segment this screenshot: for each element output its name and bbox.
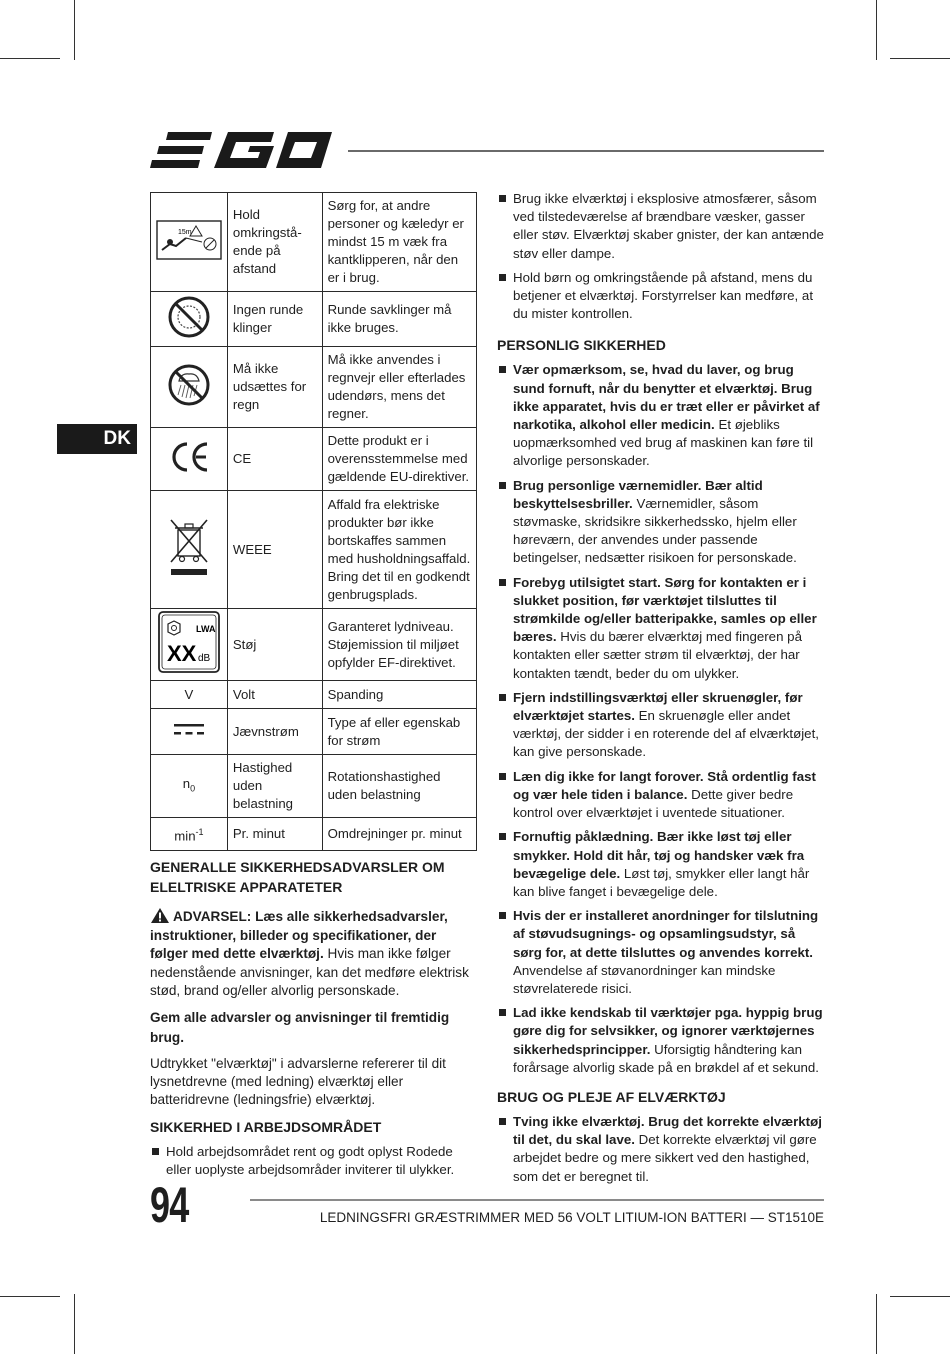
symbol-cell: [151, 428, 228, 491]
no-rain-icon: [167, 363, 211, 407]
symbol-name: Hold omkringstå-ende på afstand: [227, 193, 322, 292]
symbol-desc: Dette produkt er i overensstemmelse med gældende EU-direktiver.: [322, 428, 476, 491]
warning-label: ADVARSEL:: [173, 909, 252, 924]
list-item: Tving ikke elværktøj. Brug det korrekte elværktøj til det, du skal lave. Det korrekte elværktøj vil gøre arbejdet bedre og mere sikkert ved den hastighed, som det er beregnet til.: [497, 1113, 827, 1186]
ce-mark-icon: [167, 440, 211, 474]
symbol-name: Støj: [227, 609, 322, 681]
work-area-list: [150, 1143, 475, 1179]
right-column: [497, 190, 827, 1192]
section-heading-care: BRUG OG PLEJE AF ELVÆRKTØJ: [497, 1088, 726, 1105]
symbol-name: Volt: [227, 681, 322, 709]
symbol-desc: Sørg for, at andre personer og kæledyr er mindst 15 m væk fra kantklipperen, når den er i brug.: [322, 193, 476, 292]
weee-icon: [167, 516, 211, 578]
section-heading-personal: PERSONLIG SIKKERHED: [497, 337, 666, 354]
list-item: Hold arbejdsområdet rent og godt oplyst Rodede eller uoplyste arbejdsområder inviterer til ulykker.: [150, 1143, 475, 1179]
symbol-desc: Rotationshastighed uden belastning: [322, 755, 476, 818]
left-column: [150, 857, 475, 1185]
list-item: Vær opmærksom, se, hvad du laver, og brug sund fornuft, når du benytter et elværktøj. Brug ikke apparatet, hvis du er træt eller er påvirket af narkotika, alkohol eller medicin. Et øjebliks uopmærksomhed ved brug af maskinen kan føre til alvorlige personskader.: [497, 361, 827, 470]
direct-current-icon: [172, 721, 206, 737]
symbol-cell: V: [151, 681, 228, 709]
list-item: Brug ikke elværktøj i eksplosive atmosfærer, såsom ved tilstedeværelse af brændbare væsker, gasser eller støv. Elværktøj skaber gnister, der kan antænde støv eller dampe.: [497, 190, 827, 263]
care-list: [497, 1113, 827, 1186]
ego-logo: [150, 130, 332, 175]
symbol-text: n: [182, 775, 191, 791]
symbol-desc: Runde savklinger må ikke bruges.: [322, 292, 476, 347]
symbol-name: CE: [227, 428, 322, 491]
language-tab: DK: [57, 424, 137, 454]
table-row: [151, 428, 477, 491]
table-row: [151, 609, 477, 681]
symbol-cell: [151, 755, 228, 818]
term-definition: Udtrykket "elværktøj" i advarslerne refererer til dit lysnetdrevne (med ledning) elværktøj eller batteridrevne (ledningsfrie) elværktøj.: [150, 1055, 446, 1108]
table-row: [151, 491, 477, 609]
footer-title: LEDNINGSFRI GRÆSTRIMMER MED 56 VOLT LITIUM-ION BATTERI — ST1510E: [319, 1210, 824, 1225]
no-blades-icon: [167, 295, 211, 339]
symbol-desc: Må ikke anvendes i regnvejr eller efterlades udendørs, mens det regner.: [322, 347, 476, 428]
list-item: Forebyg utilsigtet start. Sørg for kontakten er i slukket position, før værktøjet tilsluttes til strømkilde og/eller batteripakke, samles op eller bæres. Hvis du bærer elværktøj med fingeren på kontakten eller sætter strøm til elværktøj, der har kontakten tændt, beder du om ulykker.: [497, 574, 827, 683]
symbol-cell: [151, 709, 228, 755]
symbol-cell: [151, 491, 228, 609]
symbols-table: [150, 192, 477, 851]
section-heading-general: GENERALLE SIKKERHEDSADVARSLER OM ELELTRISKE APPARATETER: [150, 859, 445, 895]
symbol-text: min: [174, 828, 196, 844]
symbol-name: WEEE: [227, 491, 322, 609]
symbol-subscript: 0: [190, 783, 196, 794]
table-row: [151, 818, 477, 851]
symbol-cell: [151, 609, 228, 681]
warning-paragraph: [150, 907, 475, 1001]
personal-safety-list: [497, 361, 827, 1077]
svg-text:LWA: LWA: [195, 624, 216, 634]
symbol-name: Jævnstrøm: [227, 709, 322, 755]
list-item: Hvis der er installeret anordninger for tilslutning af støvudsugnings- og opsamlingsudstyr, så sørg for, at dette tilsluttes og anvendes korrekt. Anvendelse af støvanordninger kan mindske støvrelaterede risici.: [497, 907, 827, 998]
symbol-desc: Type af eller egenskab for strøm: [322, 709, 476, 755]
symbol-name: Pr. minut: [227, 818, 322, 851]
list-item: Brug personlige værnemidler. Bær altid beskyttelsesbriller. Værnemidler, såsom støvmaske, skridsikre sikkerhedssko, hjelm eller høreværn, der anvendes under passende betingelser, nedsætter risikoen for personskade.: [497, 477, 827, 568]
symbol-desc: Garanteret lydniveau. Støjemission til miljøet opfylder EF-direktivet.: [322, 609, 476, 681]
symbol-cell: [151, 347, 228, 428]
table-row: [151, 755, 477, 818]
list-item: Læn dig ikke for langt forover. Stå ordentlig fast og vær hele tiden i balance. Dette giver bedre kontrol over elværktøjet i uventede situationer.: [497, 768, 827, 823]
svg-text:XX: XX: [166, 641, 197, 666]
symbol-cell: [151, 292, 228, 347]
symbol-cell: [151, 818, 228, 851]
warning-icon: [150, 907, 170, 924]
section-heading-work-area: SIKKERHED I ARBEJDSOMRÅDET: [150, 1118, 382, 1135]
symbol-superscript: -1: [195, 826, 204, 837]
distance-15m-icon: [156, 220, 222, 260]
warning-bold: Læs alle sikkerhedsadvarsler, instruktioner, billeder og specifikationer, der følger med dette elværktøj.: [150, 909, 448, 962]
table-row: [151, 709, 477, 755]
list-item: Lad ikke kendskab til værktøjer pga. hyppig brug gøre dig for selvsikker, og ignorer værktøjernes sikkerhedsprincipper. Uforsigtig håndtering kan forårsage alvorlig skade på en brøkdel af et sekund.: [497, 1004, 827, 1077]
work-area-list-continued: [497, 190, 827, 323]
symbol-desc: Omdrejninger pr. minut: [322, 818, 476, 851]
table-row: [151, 347, 477, 428]
symbol-cell: [151, 193, 228, 292]
symbol-name: Hastighed uden belastning: [227, 755, 322, 818]
list-item: Fornuftig påklædning. Bær ikke løst tøj eller smykker. Hold dit hår, tøj og handsker væk fra bevægelige dele. Løst tøj, smykker eller langt hår kan blive fanget i bevægelige dele.: [497, 828, 827, 901]
list-item: Hold børn og omkringstående på afstand, mens du betjener et elværktøj. Forstyrrelser kan medføre, at du mister kontrollen.: [497, 269, 827, 324]
symbol-desc: Spanding: [322, 681, 476, 709]
symbol-name: Må ikke udsættes for regn: [227, 347, 322, 428]
header-rule: [348, 150, 824, 152]
svg-text:dB: dB: [197, 653, 211, 664]
footer-rule: [250, 1199, 824, 1201]
noise-level-icon: [158, 611, 220, 673]
warning-text: Hvis man ikke følger nedenstående anvisninger, kan det medføre elektrisk stød, brand og/eller alvorlig personskade.: [150, 946, 469, 999]
symbol-name: Ingen runde klinger: [227, 292, 322, 347]
table-row: [151, 681, 477, 709]
page-number: 94: [150, 1177, 189, 1233]
table-row: [151, 193, 477, 292]
symbol-desc: Affald fra elektriske produkter bør ikke bortskaffes sammen med husholdningsaffald. Bring det til en godkendt genbrugsplads.: [322, 491, 476, 609]
table-row: [151, 292, 477, 347]
list-item: Fjern indstillingsværktøj eller skruenøgler, før elværktøjet startes. En skruenøgle eller andet værktøj, der sidder i en roterende del af elværktøjet, kan give personskade.: [497, 689, 827, 762]
keep-instructions: Gem alle advarsler og anvisninger til fremtidig brug.: [150, 1009, 450, 1045]
svg-text:15m: 15m: [177, 228, 192, 236]
